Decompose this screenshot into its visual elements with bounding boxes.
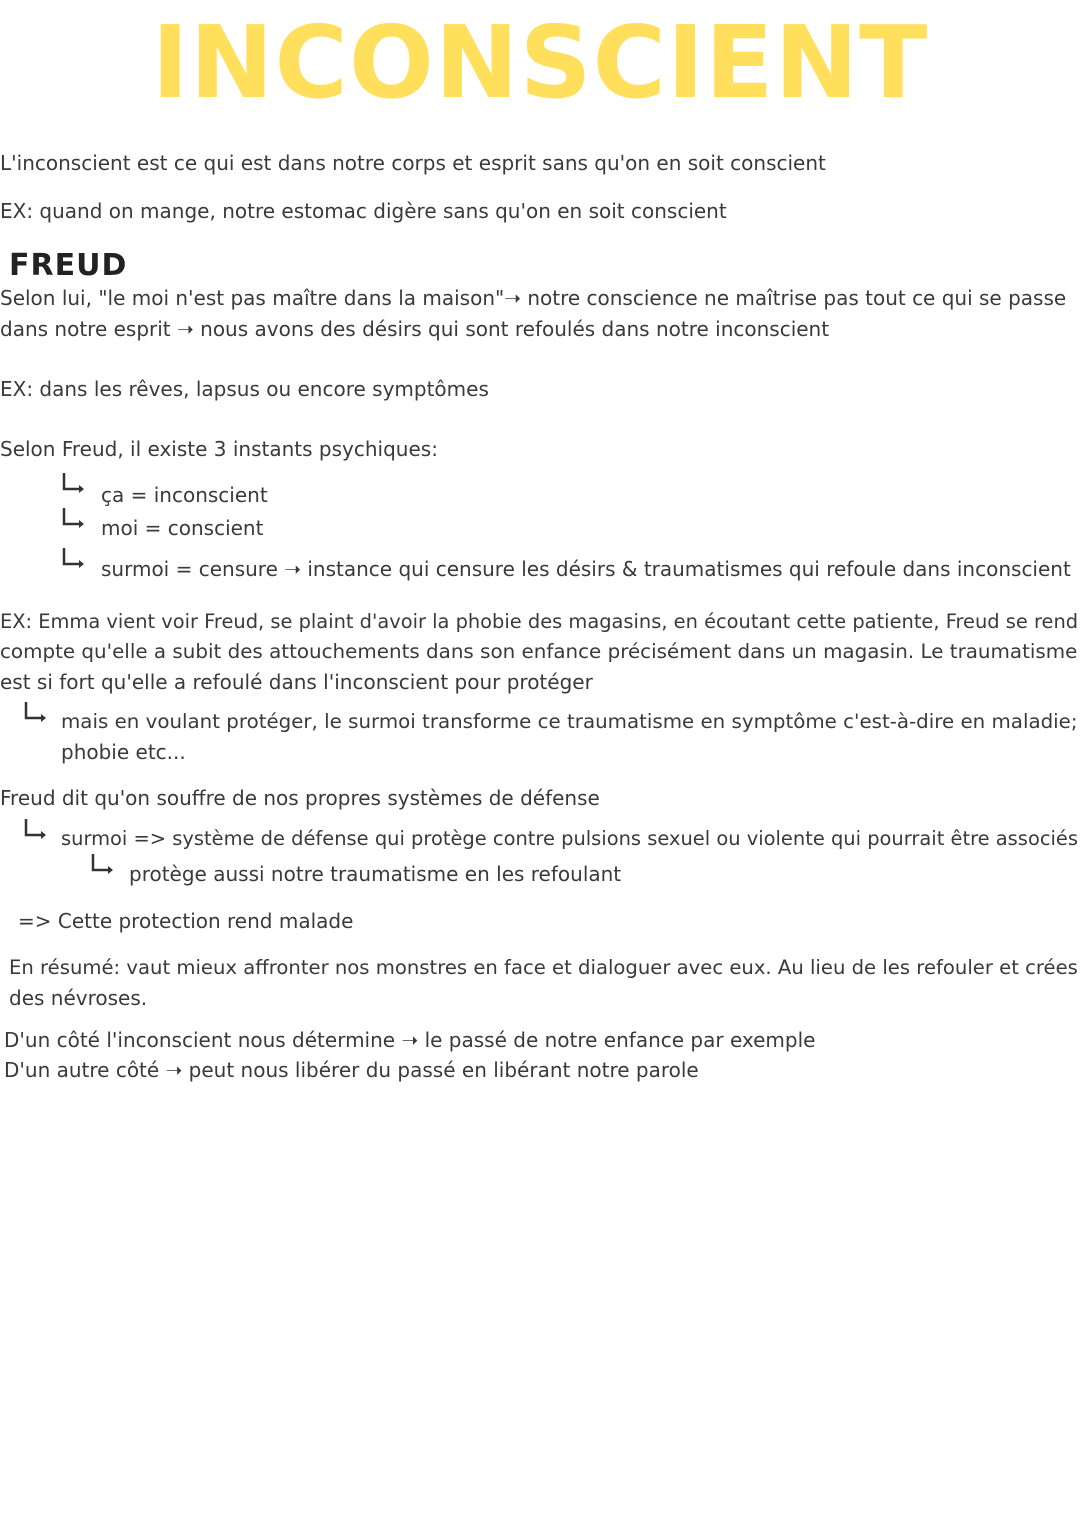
side2-part2: peut nous libérer du passé en libérant notre parole	[182, 1058, 699, 1082]
right-arrow-icon: ➝	[504, 286, 521, 310]
surmoi-part1: surmoi = censure	[101, 557, 285, 581]
emma-sub-line2: phobie etc...	[61, 740, 186, 764]
summary-line1: En résumé: vaut mieux affronter nos monstres en face et dialoguer avec eux. Au lieu de les refouler et crées	[9, 956, 1078, 979]
branch-arrow-icon	[24, 700, 48, 724]
freud-quote-line2	[0, 314, 829, 344]
emma-line1: EX: Emma vient voir Freud, se plaint d'avoir la phobie des magasins, en écoutant cette patiente, Freud se rend	[0, 610, 1079, 633]
side1-part1: D'un côté l'inconscient nous détermine	[4, 1028, 402, 1052]
emma-line3: est si fort qu'elle a refoulé dans l'inconscient pour protéger	[0, 670, 593, 694]
defense-sub: surmoi => système de défense qui protège contre pulsions sexuel ou violente qui pourrait être associés	[61, 827, 1079, 850]
emma-sub-line1: mais en voulant protéger, le surmoi transforme ce traumatisme en symptôme c'est-à-dire en maladie;	[61, 710, 1078, 733]
right-arrow-icon: ➝	[401, 1028, 419, 1052]
surmoi-part2: instance qui censure les désirs & traumatismes qui refoule dans inconscient	[301, 557, 1071, 581]
page-title: INCONSCIENT	[151, 4, 929, 121]
instance-moi: moi = conscient	[101, 516, 264, 540]
summary-line2: des névroses.	[9, 986, 148, 1010]
summary-side2	[4, 1055, 699, 1085]
right-arrow-icon: ➝	[177, 317, 194, 341]
emma-line2: compte qu'elle a subit des attouchements dans son enfance précisément dans un magasin. Le traumatisme	[0, 640, 1078, 663]
freud-quote-line1	[0, 283, 1066, 313]
right-arrow-icon: ➝	[284, 557, 301, 581]
quote-line2-part2: nous avons des désirs qui sont refoulés dans notre inconscient	[193, 317, 830, 341]
conclusion: => Cette protection rend malade	[18, 909, 354, 933]
branch-arrow-icon	[62, 546, 86, 570]
intro-definition: L'inconscient est ce qui est dans notre corps et esprit sans qu'on en soit conscient	[0, 151, 826, 175]
quote-part1: Selon lui, "le moi n'est pas maître dans la maison"	[0, 286, 505, 310]
instances-intro: Selon Freud, il existe 3 instants psychiques:	[0, 437, 438, 461]
defense-subsub: protège aussi notre traumatisme en les refoulant	[129, 862, 622, 886]
defense-intro: Freud dit qu'on souffre de nos propres systèmes de défense	[0, 786, 600, 810]
freud-heading: FREUD	[9, 248, 128, 283]
branch-arrow-icon	[91, 852, 115, 876]
branch-arrow-icon	[62, 471, 86, 495]
quote-line2-part1: dans notre esprit	[0, 317, 178, 341]
branch-arrow-icon	[24, 817, 48, 841]
side1-part2: le passé de notre enfance par exemple	[418, 1028, 816, 1052]
intro-example: EX: quand on mange, notre estomac digère sans qu'on en soit conscient	[0, 199, 727, 223]
side2-part1: D'un autre côté	[4, 1058, 166, 1082]
quote-part2: notre conscience ne maîtrise pas tout ce qui se passe	[520, 286, 1067, 310]
instance-ca: ça = inconscient	[101, 483, 268, 507]
branch-arrow-icon	[62, 506, 86, 530]
right-arrow-icon: ➝	[165, 1058, 183, 1082]
instance-surmoi	[101, 554, 1071, 584]
freud-example: EX: dans les rêves, lapsus ou encore symptômes	[0, 377, 489, 401]
summary-side1	[4, 1025, 815, 1055]
